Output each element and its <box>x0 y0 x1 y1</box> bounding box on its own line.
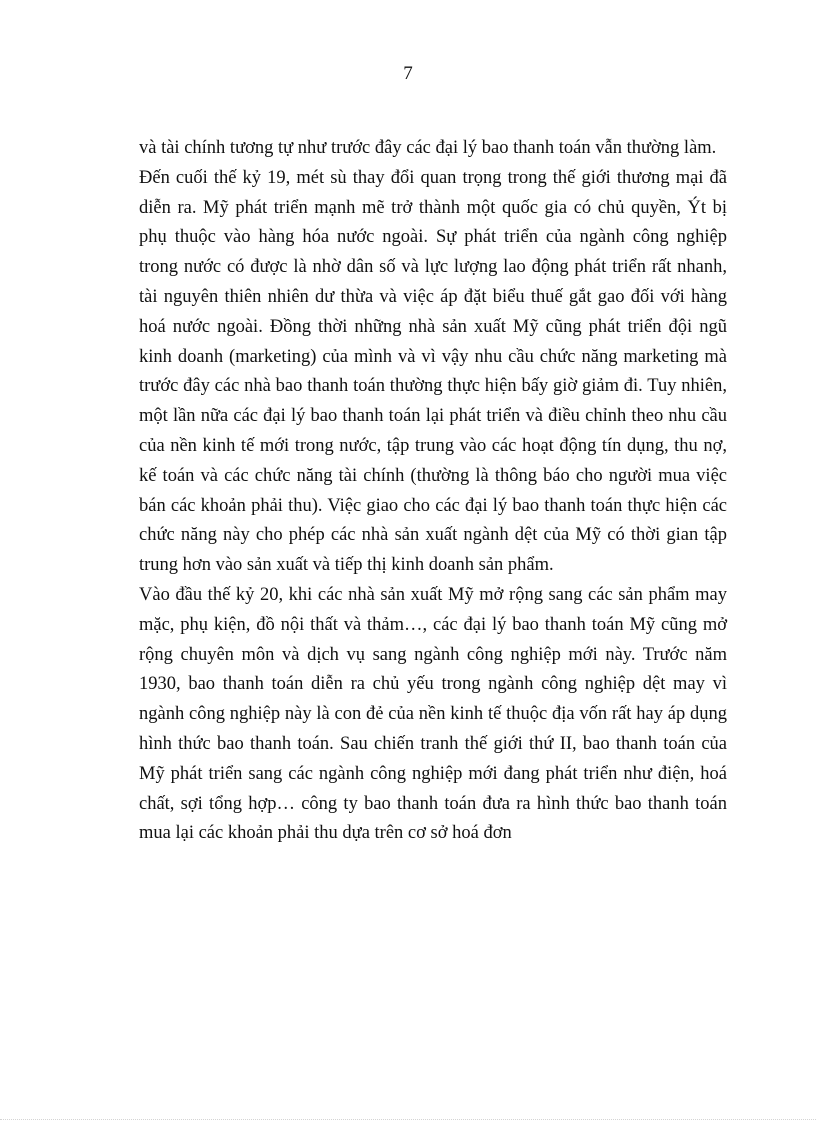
paragraph-early-20th-century: Vào đầu thế kỷ 20, khi các nhà sản xuất Mỹ mở rộng sang các sản phẩm may mặc, phụ kiện, đồ nội thất và thảm…, các đại lý bao thanh toán Mỹ cũng mở rộng chuyên môn và dịch vụ sang ngành công nghiệp mới này. Trước năm 1930, bao thanh toán diễn ra chủ yếu trong ngành công nghiệp dệt may vì ngành công nghiệp này là con đẻ của nền kinh tế thuộc địa vốn rất hay áp dụng hình thức bao thanh toán. Sau chiến tranh thế giới thứ II, bao thanh toán của Mỹ phát triển sang các ngành công nghiệp mới đang phát triển như điện, hoá chất, sợi tổng hợp… công ty bao thanh toán đưa ra hình thức bao thanh toán mua lại các khoản phải thu dựa trên cơ sở hoá đơn <box>139 584 727 844</box>
page-bottom-divider <box>0 1119 816 1120</box>
document-body <box>139 134 727 849</box>
paragraph-late-19th-century: Đến cuối thế kỷ 19, mét sù thay đổi quan trọng trong thế giới thương mại đã diễn ra. Mỹ phát triển mạnh mẽ trở thành một quốc gia có chủ quyền, Ýt bị phụ thuộc vào hàng hóa nước ngoài. Sự phát triển của ngành công nghiệp trong nước có được là nhờ dân số và lực lượng lao động phát triển rất nhanh, tài nguyên thiên nhiên dư thừa và việc áp đặt biểu thuế gắt gao đối với hàng hoá nước ngoài. Đồng thời những nhà sản xuất Mỹ cũng phát triển đội ngũ kinh doanh (marketing) của mình và vì vậy nhu cầu chức năng marketing mà trước đây các nhà bao thanh toán thường thực hiện bấy giờ giảm đi. Tuy nhiên, một lần nữa các đại lý bao thanh toán lại phát triển và điều chỉnh theo nhu cầu của nền kinh tế mới trong nước, tập trung vào các hoạt động tín dụng, thu nợ, kế toán và các chức năng tài chính (thường là thông báo cho người mua việc bán các khoản phải thu). Việc giao cho các đại lý bao thanh toán thực hiện các chức năng này cho phép các nhà sản xuất ngành dệt của Mỹ có thời gian tập trung hơn vào sản xuất và tiếp thị kinh doanh sản phẩm. <box>139 167 727 576</box>
page-number: 7 <box>403 63 413 84</box>
paragraph-continuation: và tài chính tương tự như trước đây các đại lý bao thanh toán vẫn thường làm. <box>139 138 717 158</box>
